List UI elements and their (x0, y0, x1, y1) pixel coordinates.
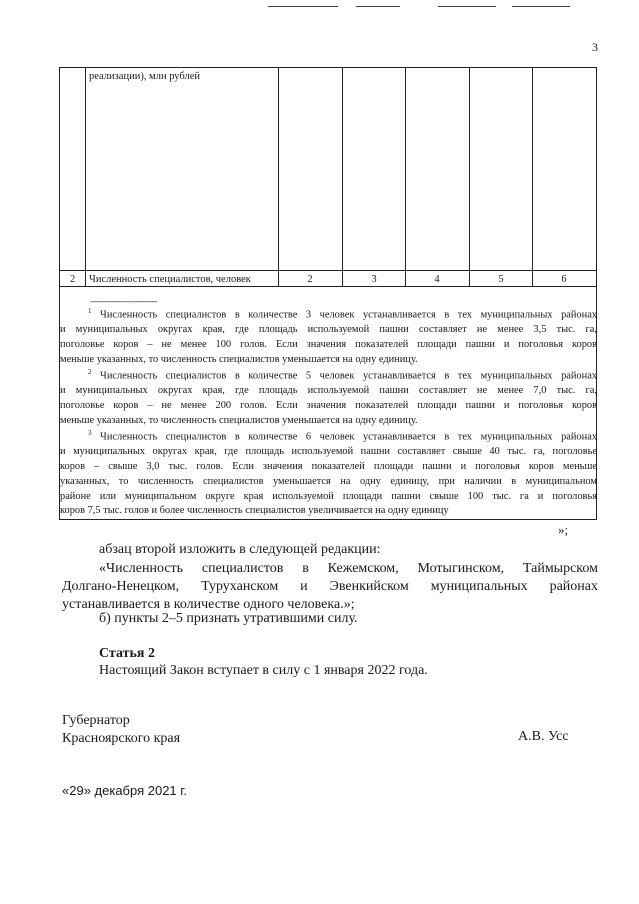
footnote-line: и муниципальных округах края, где площадь используемой пашни составляет не менее 3,5 тыс. га, (60, 324, 597, 336)
table-cell-row1-text: реализации), млн рублей (89, 71, 201, 82)
footnote-line: меньше указанных, то численность специалистов уменьшается на одну единицу. (60, 414, 418, 426)
table-cell-value: 4 (434, 274, 440, 285)
footnote-line: и муниципальных округах края, где площадь используемой пашни составляет свыше 40 тыс. га, поголовье (60, 446, 597, 458)
scan-line (438, 6, 496, 7)
closing-quote: »; (558, 522, 569, 537)
quoted-amendment (62, 560, 598, 614)
table-cell-value: 5 (498, 274, 504, 285)
footnote-1 (60, 304, 597, 368)
article-text: Настоящий Закон вступает в силу с 1 января 2022 года. (99, 663, 428, 678)
footnote-mark: 3 (88, 429, 92, 437)
footnote-mark: 2 (88, 368, 92, 376)
table-cell-value: 2 (307, 274, 313, 285)
table-row-divider (60, 270, 596, 271)
signature-name: А.В. Усс (518, 729, 569, 744)
signature-title-line2: Красноярского края (62, 731, 181, 746)
article-title: Статья 2 (99, 646, 155, 661)
footnote-line: поголовье коров – не менее 200 голов. Если значения показателей площади пашни и поголовья коров (60, 400, 597, 412)
table-cell-row2-text: Численность специалистов, человек (89, 274, 251, 285)
footnote-3 (60, 426, 597, 519)
footnote-rule: ------------------------------- (90, 297, 158, 306)
footnote-line: коров 7,5 тыс. голов и более численность специалистов увеличивается на одну единицу (60, 505, 449, 517)
table-cell-value: 3 (371, 274, 377, 285)
footnote-line: $^1$ Численность специалистов в количестве 3 человек устанавливается в тех муниципальных районах (88, 307, 597, 321)
indicator-table (59, 67, 597, 287)
footnote-line: указанных, то численность специалистов уменьшается на одну единицу, при наличии в муниципальном (60, 475, 597, 487)
amendment-line: «Численность специалистов в Кежемском, Мотыгинском, Таймырском (99, 561, 598, 576)
scan-line (356, 6, 400, 7)
table-divider (342, 68, 343, 286)
table-divider (85, 68, 86, 286)
footnote-2 (60, 365, 597, 429)
footnote-line: коров – свыше 3,0 тыс. голов. Если значения показателей площади пашни и поголовья коров меньше (60, 461, 597, 473)
footnote-line: и муниципальных округах края, где площадь используемой пашни составляет не менее 7,0 тыс. га, (60, 385, 597, 397)
footnote-line: меньше указанных, то численность специалистов уменьшается на одну единицу. (60, 353, 418, 365)
table-divider (405, 68, 406, 286)
table-divider (469, 68, 470, 286)
amendment-line: устанавливается в количестве одного человека.»; (62, 597, 355, 612)
amendment-line: Долгано-Ненецком, Туруханском и Эвенкийском муниципальных районах (62, 579, 598, 594)
footnote-line: поголовье коров – не менее 100 голов. Если значения показателей площади пашни и поголовья коров (60, 339, 597, 351)
table-divider (278, 68, 279, 286)
point-b: б) пункты 2–5 признать утратившими силу. (99, 611, 358, 626)
page-number: 3 (592, 40, 598, 54)
footnote-line: $^3$ Численность специалистов в количестве 6 человек устанавливается в тех муниципальных районах (88, 429, 597, 443)
signing-date: «29» декабря 2021 г. (62, 783, 188, 798)
scan-line (268, 6, 338, 7)
scan-line (512, 6, 570, 7)
footnote-line: $^2$ Численность специалистов в количестве 5 человек устанавливается в тех муниципальных районах (88, 368, 597, 382)
footnote-mark: 1 (88, 307, 92, 315)
table-cell-row2-index: 2 (70, 274, 76, 285)
signature-title-line1: Губернатор (62, 713, 130, 728)
footnote-line: районе или муниципальном округе края используемой площади пашни свыше 100 тыс. га и поголовья (60, 490, 597, 502)
table-cell-value: 6 (561, 274, 567, 285)
table-divider (532, 68, 533, 286)
intro-paragraph: абзац второй изложить в следующей редакции: (99, 542, 381, 557)
